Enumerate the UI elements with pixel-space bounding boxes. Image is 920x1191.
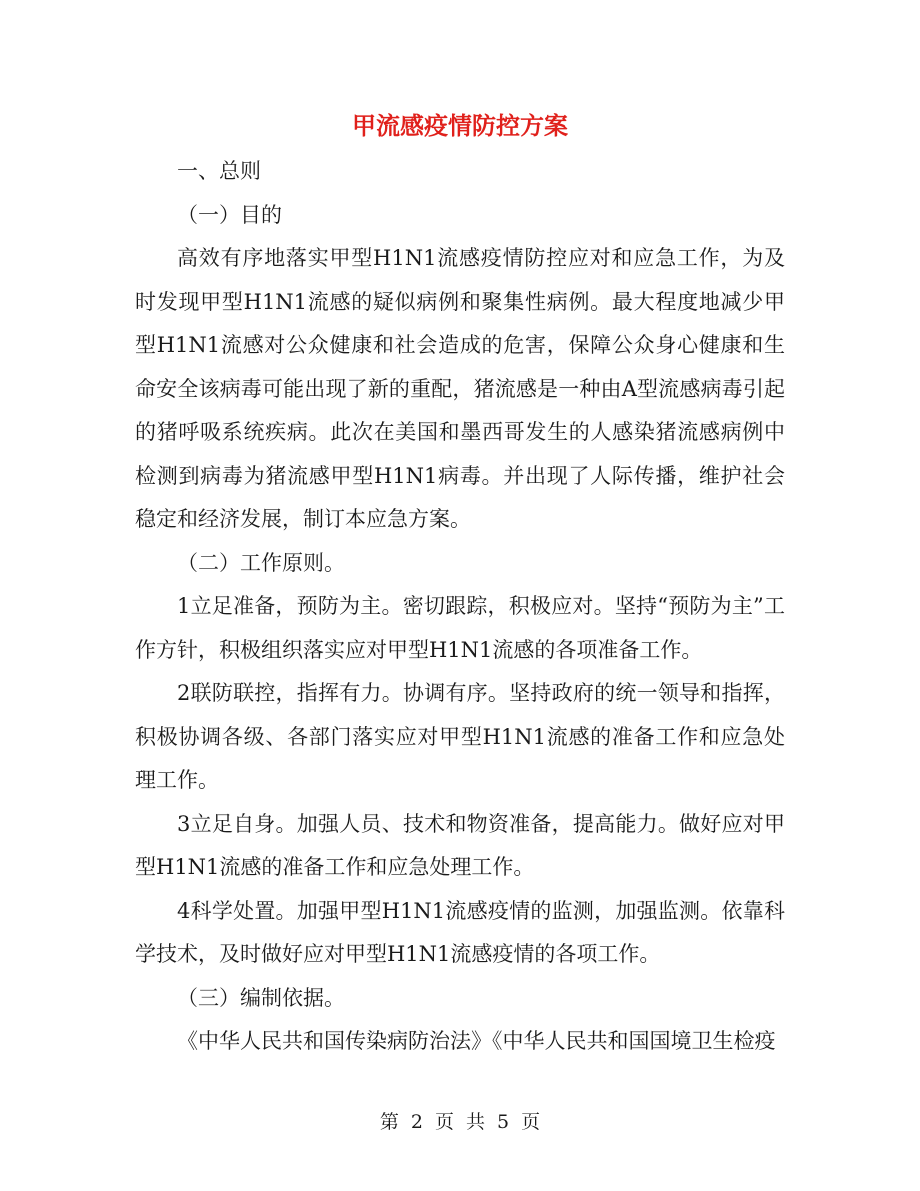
page-number-footer: 第 2 页 共 5 页 xyxy=(379,1111,541,1133)
paragraph: 3立足自身。加强人员、技术和物资准备，提高能力。做好应对甲型H1N1流感的准备工作和应急处理工作。 xyxy=(135,811,785,879)
subsection-heading: （三）编制依据。 xyxy=(177,985,345,1010)
paragraph: 1立足准备，预防为主。密切跟踪，积极应对。坚持“预防为主”工作方针，积极组织落实应对甲型H1N1流感的各项准备工作。 xyxy=(135,594,785,662)
paragraph: 高效有序地落实甲型H1N1流感疫情防控应对和应急工作，为及时发现甲型H1N1流感的疑似病例和聚集性病例。最大程度地减少甲型H1N1流感对公众健康和社会造成的危害，保障公众身心健康和生命安全该病毒可能出现了新的重配，猪流感是一种由A型流感病毒引起的猪呼吸系统疾病。此次在美国和墨西哥发生的人感染猪流感病例中检测到病毒为猪流感甲型H1N1病毒。并出现了人际传播，维护社会稳定和经济发展，制订本应急方案。 xyxy=(135,246,785,531)
section-heading: 一、总则 xyxy=(177,159,261,183)
subsection-heading: （一）目的 xyxy=(177,202,282,227)
paragraph: 2联防联控，指挥有力。协调有序。坚持政府的统一领导和指挥，积极协调各级、各部门落实应对甲型H1N1流感的准备工作和应急处理工作。 xyxy=(135,681,785,792)
subsection-heading: （二）工作原则。 xyxy=(177,550,345,575)
paragraph: 4科学处置。加强甲型H1N1流感疫情的监测，加强监测。依靠科学技术，及时做好应对甲型H1N1流感疫情的各项工作。 xyxy=(135,898,785,966)
document-body xyxy=(135,150,785,1064)
document-title: 甲流感疫情防控方案 xyxy=(352,111,568,140)
paragraph: 《中华人民共和国传染病防治法》《中华人民共和国国境卫生检疫 xyxy=(177,1029,776,1053)
